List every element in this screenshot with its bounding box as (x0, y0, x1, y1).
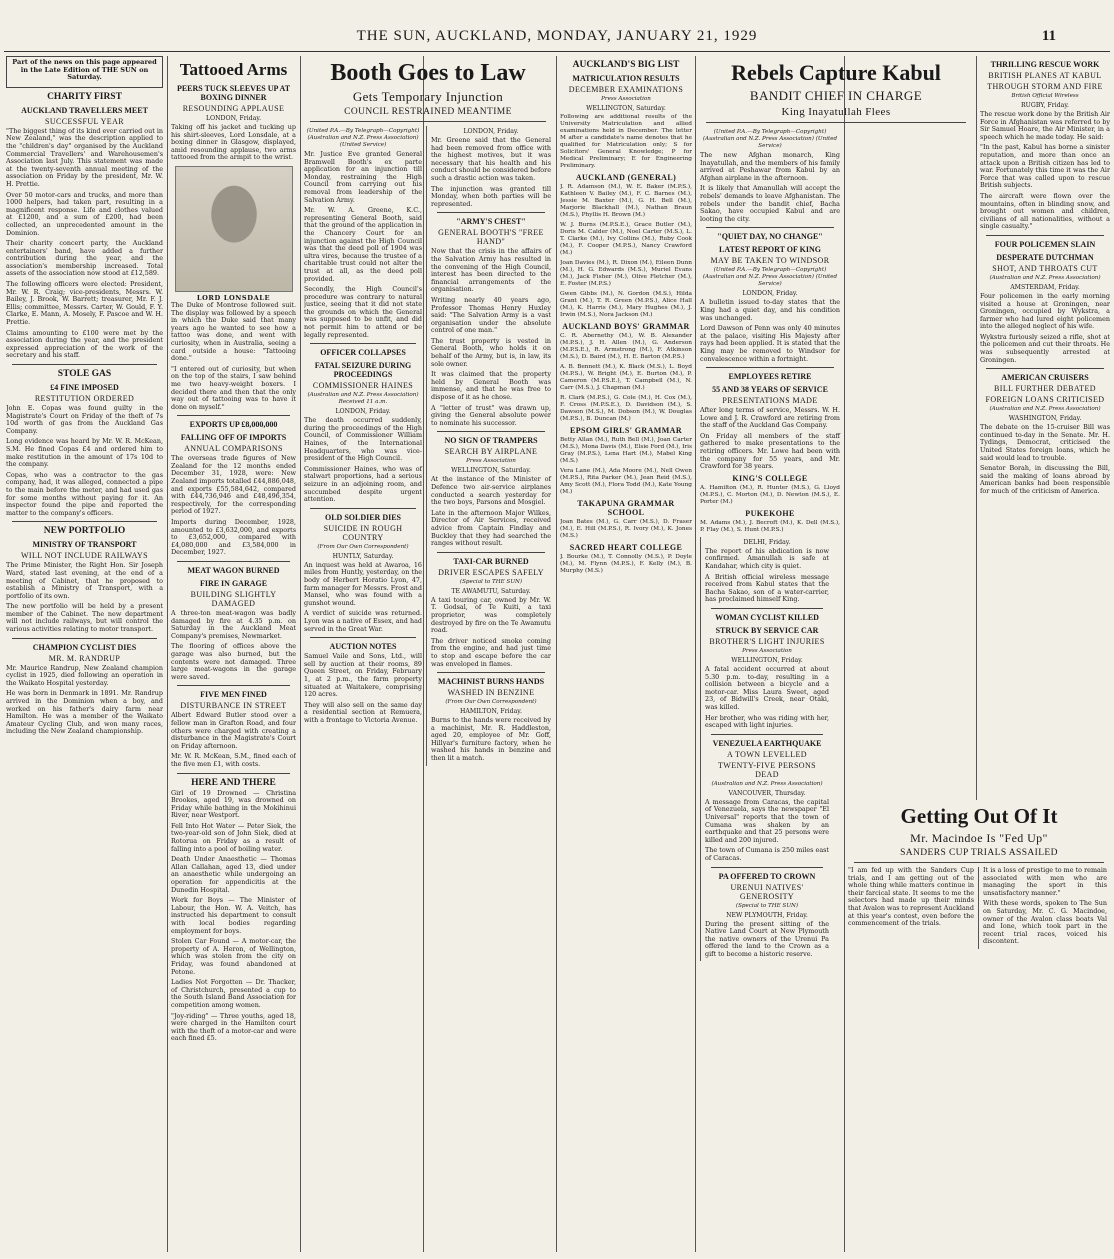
name-list: M. Adams (M.), J. Becroft (M.), K. Dell (M.S.), P. Flay (M.), S. Hunt (M.P.S.) (700, 519, 840, 533)
kabul-right-col (700, 537, 829, 962)
column-rule (167, 56, 168, 1252)
credit-line: (Australian and N.Z. Press Association) (711, 780, 823, 787)
article-paragraph: Over 50 motor-cars and trucks, and more than 1000 helpers, had taken part, resulting in a magnificent response. Life and clothes valued at £1200, and a sum of £200, had been collected, an unprecedented amount in the Dominion. (6, 190, 163, 237)
divider (310, 637, 416, 638)
divider (437, 212, 545, 213)
dateline: NEW PLYMOUTH, Friday. (726, 911, 808, 919)
article-paragraph: Mr. W. R. McKean, S.M., fined each of the five men £1, with costs. (171, 752, 296, 768)
employees-subhead: 55 AND 38 YEARS OF SERVICE (712, 385, 828, 395)
notice-box (6, 56, 163, 88)
wagon-headline: MEAT WAGON BURNED (187, 566, 280, 575)
dateline: RUGBY, Friday. (1021, 102, 1069, 109)
divider (437, 672, 545, 673)
article-paragraph: Secondly, the High Council's procedure was contrary to natural justice, seeing that it did not state the grounds on which the General was supposed to be unfit, and did not permit him to attend or be legally represented. (304, 285, 422, 339)
name-list: J. Bourke (M.), T. Connolly (M.S.), P. Doyle (M.), M. Flynn (M.P.S.), F. Kelly (M.), B. Murphy (M.S.) (560, 554, 692, 574)
policemen-subhead: DESPERATE DUTCHMAN (996, 252, 1094, 262)
divider (706, 227, 834, 228)
article-paragraph: Four policemen in the early morning visited a house at Groningen, near Groningen, occupied by Wykstra, a farmer who had lured eight policemen into the alleged neglect of his wife. (980, 291, 1110, 331)
article-paragraph: Commissioner Haines, who was of stalwart proportions, had a serious seizure in an adjoining room, and succumbed despite urgent attention. (304, 464, 422, 504)
credit-line: Press Association (742, 648, 792, 654)
venezuela-kicker: VENEZUELA EARTHQUAKE (712, 738, 822, 748)
credit-line: British Official Wireless (1011, 93, 1079, 99)
kabul-subhead: King Inayatullah Flees (781, 106, 891, 118)
article-paragraph: A British official wireless message received from Kabul states that the Bacha Sakao, son of a water-carrier, has proclaimed himself King. (705, 572, 829, 604)
portfolio-subhead: MINISTRY OF TRANSPORT (32, 540, 137, 550)
cyclistkilled-subhead-2: BROTHER'S LIGHT INJURIES (709, 637, 825, 646)
article-paragraph: A fatal accident occurred at about 5.30 p.m. to-day, resulting in a collision between a bicycle and a motor-car. Miss Laura Sweet, aged 23, of Bidwill's Creek, near Otaki, was killed. (705, 665, 829, 711)
booth-left-col (304, 126, 426, 727)
article-paragraph: Their charity concert party, the Auckland entertainers' band, have added a further contribution during the year, and the association's membership increased. Total assets of the association now stood at £12,589. (6, 239, 163, 278)
article-paragraph: A three-ton meat-wagon was badly damaged by fire at 4.35 p.m. on Saturday in the Auckland Meat Company's premises, Newmarket. (171, 609, 296, 640)
column-1 (6, 56, 163, 1252)
column-8 (980, 56, 1110, 796)
tattooed-kicker: Tattooed Arms (179, 60, 288, 79)
article-paragraph: It was claimed that the property held by General Booth was immense, and that he was free to dispose of it as he chose. (431, 370, 551, 402)
divider (177, 685, 290, 686)
herethere-headline: HERE AND THERE (191, 777, 276, 788)
kabul-left-col (700, 127, 844, 537)
venezuela-headline: A TOWN LEVELLED (727, 749, 807, 759)
credit-line: (From Our Own Correspondent) (317, 543, 409, 550)
column-rule (695, 56, 696, 1252)
dateline: HAMILTON, Friday. (460, 708, 522, 716)
name-list: Betty Allan (M.), Ruth Bell (M.), Joan Carter (M.S.), Mona Davis (M.), Elsie Ford (M.), Iris Gray (M.P.S.), Lena Hart (M.), Mabel King (M.S.) (560, 437, 692, 464)
officer-subhead: FATAL SEIZURE DURING PROCEEDINGS (314, 361, 412, 380)
divider (711, 608, 823, 609)
name-list: W. J. Burns (M.P.S.E.), Grace Butler (M.), Doris M. Calder (M.), Noel Carter (M.S.), L. T. Clarke (M.), Ivy Collins (M.), Ruby Cook (M.), F. Cooper (M.P.S.), Nancy Crawford (M.) (560, 222, 692, 256)
list-section: TAKAPUNA GRAMMAR SCHOOL (577, 499, 675, 517)
officer-subhead-2: COMMISSIONER HAINES (312, 381, 414, 391)
auction-headline: AUCTION NOTES (329, 642, 397, 652)
trampers-subhead: SEARCH BY AIRPLANE (444, 447, 538, 457)
stolegas-subhead: RESTITUTION ORDERED (34, 394, 135, 403)
taxi-headline: TAXI-CAR BURNED (453, 556, 529, 566)
article-paragraph: The report of his abdication is now confirmed. Amanullah is safe at Kandahar, which city is quiet. (705, 546, 829, 571)
charity-kicker: CHARITY FIRST (47, 91, 122, 102)
employees-subhead-2: PRESENTATIONS MADE (722, 396, 818, 406)
cruisers-subhead: FOREIGN LOANS CRITICISED (985, 395, 1105, 405)
venezuela-subhead: TWENTY-FIVE PERSONS DEAD (717, 760, 817, 779)
officer-headline: OFFICER COLLAPSES (320, 348, 406, 358)
charity-subhead: SUCCESSFUL YEAR (45, 116, 124, 126)
article-paragraph: The driver noticed smoke coming from the engine, and had just time to stop and escape before the car was enveloped in flames. (431, 636, 551, 668)
article-paragraph: The Prime Minister, the Right Hon. Sir Joseph Ward, stated last evening, at the end of a meeting of Cabinet, that he proposed to establish a Ministry of Transport, with a portfolio of its own. (6, 561, 163, 600)
credit-line: (United P.A.—By Telegraph—Copyright) (Australian and N.Z. Press Association) (United Service) (702, 129, 838, 149)
list-section: AUCKLAND BOYS' GRAMMAR (562, 322, 690, 331)
armychest-headline: "ARMY'S CHEST" (456, 217, 526, 227)
policemen-headline: FOUR POLICEMEN SLAIN (994, 239, 1096, 249)
article-paragraph: The following officers were elected: President, Mr. W. R. Craig; vice-presidents, Messrs. W. Bailey, J. Brook, W. Barrett; treasurer, Mr. F. J. Ellis; committee, Messrs. Carter, W. Gould, F. Y. Clarke, E. Mann, A. Mosely, F. Pascoe and W. H. Prettie. (6, 280, 163, 327)
biglist-subhead: DECEMBER EXAMINATIONS (568, 85, 684, 94)
divider (986, 235, 1104, 236)
credit-line: (Special to THE SUN) (735, 902, 799, 909)
article-paragraph: The flooring of offices above the garage was also burned, but the contents were not damaged. Three large meat-wagons in the garage were saved. (171, 642, 296, 681)
gettingout-headline: Mr. Macindoe Is "Fed Up" (910, 831, 1048, 845)
column-rule (300, 56, 301, 1252)
article-paragraph: A verdict of suicide was returned. Lyon was a native of Essex, and had served in the Great War. (304, 609, 422, 633)
stolegas-kicker: STOLE GAS (57, 369, 112, 379)
article-paragraph: The overseas trade figures of New Zealand for the 12 months ended December 31, 1928, were: New Zealand imports totalled £44,886,048, and exports £55,584,642, compared with £44,736,946 and £48,496,354, respectively, for the corresponding period of 1927. (171, 454, 296, 516)
article-paragraph: Senator Borah, in discussing the Bill, said the making of loans abroad by American banks had been responsible for much of the criticism of America. (980, 464, 1110, 495)
cyclist-headline: CHAMPION CYCLIST DIES (32, 642, 137, 652)
credit-line: (United P.A.—By Telegraph—Copyright) (Australian and N.Z. Press Association) (United Service) (306, 128, 420, 148)
dateline: LONDON, Friday. (463, 128, 519, 135)
name-list: A. Hamilton (M.), R. Hunter (M.S.), G. Lloyd (M.P.S.), C. Morton (M.), D. Newton (M.S.), E. Porter (M.) (700, 484, 840, 505)
credit-line: (From Our Own Correspondent) (445, 699, 537, 706)
article-paragraph: A bulletin issued to-day states that the King had a quiet day, and his condition was unchanged. (700, 298, 840, 322)
exports-headline: EXPORTS UP £8,000,000 (189, 420, 278, 430)
list-section: EPSOM GIRLS' GRAMMAR (570, 426, 682, 435)
article-paragraph: A message from Caracas, the capital of Venezuela, says the newspaper "El Universal" reports that the town of Cumana was shaken by an earthquake and that 25 persons were killed and 200 injured. (705, 797, 829, 844)
rescue-kicker: THRILLING RESCUE WORK (990, 60, 1100, 69)
article-paragraph: Her brother, who was riding with her, escaped with light injuries. (705, 713, 829, 730)
name-list: Joan Bates (M.), G. Carr (M.S.), D. Fraser (M.), E. Hill (M.P.S.), R. Ivory (M.), K. Jones (M.S.) (560, 519, 692, 539)
divider (437, 431, 545, 432)
exports-subhead-2: ANNUAL COMPARISONS (184, 444, 283, 454)
exports-subhead: FALLING OFF OF IMPORTS (180, 433, 287, 443)
cruisers-kicker: AMERICAN CRUISERS (1001, 373, 1089, 383)
article-paragraph: John E. Copas was found guilty in the Magistrate's Court on Friday of the theft of 7s 10d worth of gas from the Auckland Gas Company. (6, 404, 163, 435)
tattooed-subhead: RESOUNDING APPLAUSE (182, 104, 285, 113)
column-2 (171, 56, 296, 1252)
name-list: Vera Lane (M.), Ada Moore (M.), Nell Owen (M.P.S.), Rita Parker (M.), Jean Reid (M.S.), Amy Scott (M.), Flora Todd (M.), Kate Young (M.) (560, 468, 692, 495)
dateline: WELLINGTON, Saturday. (586, 105, 666, 112)
trampers-headline: NO SIGN OF TRAMPERS (444, 436, 538, 446)
quietday-subhead: MAY BE TAKEN TO WINDSOR (710, 256, 830, 266)
dateline: HUNTLY, Saturday. (332, 552, 394, 560)
armychest-subhead: GENERAL BOOTH'S "FREE HAND" (438, 228, 544, 247)
dateline: TE AWAMUTU, Saturday. (451, 587, 531, 595)
credit-line: (Special to THE SUN) (459, 578, 523, 585)
divider (711, 734, 823, 735)
soldier-headline: OLD SOLDIER DIES (324, 512, 402, 522)
biglist-kicker: AUCKLAND'S BIG LIST (572, 60, 680, 70)
article-paragraph: Mr. Greene said that the General had been removed from office with the highest motives, but it was necessary that his health and his conduct should be considered before such a drastic action was taken. (431, 136, 551, 182)
paper-title: THE SUN, AUCKLAND, MONDAY, JANUARY 21, 1929 (356, 28, 758, 44)
lord-lonsdale-photo (175, 166, 293, 292)
article-paragraph: Claims amounting to £100 were met by the association during the year, and the president expressed appreciation of the work of the secretary and his staff. (6, 328, 163, 360)
dateline: LONDON, Friday. (335, 408, 391, 416)
article-paragraph: The death occurred suddenly, during the proceedings of the High Council, of Commissioner William Haines, of the International Headquarters, who was vice-president of the High Council. (304, 416, 422, 463)
article-paragraph: The rescue work done by the British Air Force in Afghanistan was referred to by Sir Samuel Hoare, the Air Minister, in a speech which he made today. He said: (980, 110, 1110, 141)
booth-headline: Gets Temporary Injunction (352, 89, 504, 104)
machinist-subhead: WASHED IN BENZINE (447, 688, 535, 698)
article-paragraph: A taxi touring car, owned by Mr. W. T. Godsal, of Te Kuiti, a taxi proprietor, was completely destroyed by fire on the Te Awamutu road. (431, 595, 551, 635)
news-item: Death Under Anaesthetic — Thomas Allan Callahan, aged 13, died under an anaesthetic while undergoing an operation for appendicitis at the Dunedin Hospital. (171, 855, 296, 894)
divider (706, 367, 834, 368)
charity-headline: AUCKLAND TRAVELLERS MEET (21, 105, 148, 115)
crown-headline: PA OFFERED TO CROWN (718, 871, 816, 881)
name-list: C. R. Abernethy (M.), W. B. Alexander (M.P.S.), J. H. Allen (M.), G. Anderson (M.P.S.E.), R. Armstrong (M.), F. Atkinson (M.S.), D. Baird (M.), H. E. Barton (M.P.S.) (560, 333, 692, 360)
divider (310, 121, 546, 122)
booth-subhead: COUNCIL RESTRAINED MEANTIME (344, 107, 512, 117)
article-paragraph: "I am fed up with the Sanders Cup trials, and I am getting out of the whole thing while matters continue in their farcical state. It seems to me the selectors had made up their minds that Avalon was to represent Auckland at this year's contest, even before the commencement of the trials. (848, 866, 974, 928)
crown-subhead: URENUI NATIVES' GENEROSITY (730, 882, 804, 901)
article-paragraph: Copas, who was a contractor to the gas company, had, it was alleged, connected a pipe to the main before the meter, and had used gas for some months without paying for it. An inspector found the pipe and reported the matter to the company's officers. (6, 470, 163, 517)
article-paragraph: It is a loss of prestige to me to remain associated with men who are managing the sport in this unsatisfactory manner." (983, 866, 1107, 897)
column-3 (304, 56, 552, 1252)
name-list: R. Clark (M.P.S.), G. Cole (M.), H. Cox (M.), F. Cross (M.P.S.E.), D. Davidson (M.), S. Dawson (M.S.), M. Dobson (M.), W. Douglas (M.P.S.), B. Duncan (M.) (560, 395, 692, 422)
cyclistkilled-headline: WOMAN CYCLIST KILLED (715, 613, 819, 622)
article-paragraph: Wykstra furiously seized a rifle, shot at the policemen and cut their throats. He was subsequently arrested at Groningen. (980, 332, 1110, 364)
gettingout-kicker: Getting Out Of It (900, 804, 1058, 828)
cyclistkilled-subhead: STRUCK BY SERVICE CAR (715, 626, 819, 635)
dateline: VANCOUVER, Thursday. (728, 789, 806, 797)
article-paragraph: Mr. Justice Eve granted General Bramwell Booth's ex parte application for an injunction till Monday, restraining the High Council from carrying out his removal from leadership of the Salvation Army. (304, 150, 422, 204)
article-paragraph: Mr. W. A. Greene, K.C., representing General Booth, said that the ground of the application in the Chancery Court for an injunction against the High Council was that the deed poll of 1904 was ultra vires, because the trustee of a charitable trust could not alter the trust at all, as the deed poll provided. (304, 206, 422, 283)
booth-right-col (426, 126, 551, 766)
name-list: A. B. Bennett (M.), K. Black (M.S.), L. Boyd (M.P.S.), W. Bright (M.), E. Burton (M.), P. Cameron (M.P.S.E.), T. Campbell (M.), N. Carr (M.S.), J. Chapman (M.) (560, 364, 692, 391)
article-paragraph: The new portfolio will be held by a present member of the Cabinet. The new department will not include railways, but will control the various activities relating to motor transport. (6, 602, 163, 634)
fivemen-headline: FIVE MEN FINED (200, 690, 267, 700)
news-item: "Joy-riding" — Three youths, aged 18, were charged in the Hamilton court with the theft of a motor-car and were each fined £5. (171, 1011, 296, 1043)
article-paragraph: The town of Cumana is 250 miles east of Caracas. (705, 846, 829, 862)
divider (706, 122, 966, 123)
booth-kicker: Booth Goes to Law (330, 60, 526, 86)
column-rule (556, 56, 557, 1252)
article-paragraph: At the instance of the Minister of Defence two air-service airplanes conducted a search yesterday for the two boys, Parsons and Mosgiel. (431, 475, 551, 507)
page-number: 11 (1041, 28, 1056, 44)
article-paragraph: On Friday all members of the staff gathered to make presentations to the retiring officers. Mr. Lowe had been with the company for 55 years, and Mr. Crawford for 38 years. (700, 431, 840, 471)
column-4 (560, 56, 692, 1252)
article-paragraph: The injunction was granted till Monday, when both parties will be represented. (431, 184, 551, 208)
divider (854, 862, 1104, 863)
divider (12, 638, 157, 639)
divider (12, 364, 157, 365)
credit-line: (Australian and N.Z. Press Association) (989, 406, 1101, 413)
article-paragraph: An inquest was held at Awaroa, 16 miles from Huntly, yesterday, on the body of Herbert Horatio Lyon, 47, farm manager for Messrs. Frost and Mansel, who was found with a gunshot wound. (304, 560, 422, 607)
machinist-headline: MACHINIST BURNS HANDS (437, 677, 545, 687)
dateline: WASHINGTON, Friday. (1008, 415, 1082, 423)
notice-text: Part of the news on this page appeared in the Late Edition of THE SUN on Saturday. (12, 58, 157, 82)
wagon-subhead: FIRE IN GARAGE (199, 579, 268, 588)
article-paragraph: Taking off his jacket and tucking up his shirt-sleeves, Lord Lonsdale, at a boxing dinner in Glasgow, displayed, amid resounding applause, two arms tattooed from the armpit to the wrist. (171, 123, 296, 162)
article-paragraph: Mr. Maurice Randrup, New Zealand champion cyclist in 1925, died following an operation in the Waikato Hospital yesterday. (6, 663, 163, 687)
article-paragraph: After long terms of service, Messrs. W. H. Lowe and J. R. Crawford are retiring from the staff of the Auckland Gas Company. (700, 406, 840, 430)
article-paragraph: The debate on the 15-cruiser Bill was continued to-day in the Senate. Mr. H. Tydings, Democrat, criticised the United States foreign loans, which he said would lead to trouble. (980, 423, 1110, 462)
credit-line: (Australian and N.Z. Press Association) (989, 274, 1101, 281)
news-item: Girl of 19 Drowned — Christina Brookes, aged 19, was drowned on Friday while bathing in the Mokihinui River, near Westport. (171, 788, 296, 820)
article-paragraph: Lord Dawson of Penn was only 40 minutes at the palace, visiting His Majesty after rays had been applied. It is stated that the King may be removed to Windsor for convalescence within a fortnight. (700, 324, 840, 363)
rescue-headline: BRITISH PLANES AT KABUL (988, 71, 1102, 80)
dateline: AMSTERDAM, Friday. (1010, 283, 1080, 291)
gettingout-subhead: SANDERS CUP TRIALS ASSAILED (900, 848, 1058, 858)
article-paragraph: The Duke of Montrose followed suit. The display was followed by a speech in which the Duke said that many years ago he wanted to see how a tattoo was done, and went with curiosity, when in Australia, seeing a card outside a house: "Tattooing done." (171, 300, 296, 363)
taxi-subhead: DRIVER ESCAPES SAFELY (438, 567, 544, 577)
article-paragraph: Writing nearly 40 years ago, Professor Thomas Henry Huxley said: "The Salvation Army is a vast organisation under the absolute control of one man." (431, 295, 551, 335)
article-paragraph: A "letter of trust" was drawn up, giving the General absolute power to nominate his successor. (431, 403, 551, 427)
policemen-subhead-2: SHOT, AND THROATS CUT (992, 263, 1098, 273)
divider (177, 773, 290, 774)
portfolio-headline: NEW PORTFOLIO (43, 526, 126, 537)
divider (437, 552, 545, 553)
article-paragraph: "In the past, Kabul has borne a sinister reputation, and more than once an attack upon a British citizen has led to war. Fortunately this time it was the Air Force that was called upon to rescue British subjects. (980, 143, 1110, 190)
credit-line: Press Association (601, 96, 651, 102)
employees-headline: EMPLOYEES RETIRE (728, 372, 812, 382)
quietday-kicker: "QUIET DAY, NO CHANGE" (717, 232, 823, 242)
portfolio-subhead-2: WILL NOT INCLUDE RAILWAYS (20, 551, 149, 561)
news-item: Ladies Not Forgotten — Dr. Thacker, of Christchurch, presented a cup to the South Island Band Association for competition among women. (171, 978, 296, 1009)
dateline: WELLINGTON, Friday. (731, 657, 803, 664)
divider (310, 508, 416, 509)
cruisers-headline: BILL FURTHER DEBATED (994, 384, 1096, 394)
article-paragraph: "The biggest thing of its kind ever carried out in New Zealand," was the description applied to the "children's day" organised by the Auckland Commercial Travellers' and Warehousemen's Association last July. This statement was made at the twenty-seventh annual meeting of the association on Friday by the president, Mr. W. H. Prettie. (6, 126, 163, 188)
credit-line: Press Association (466, 458, 516, 465)
fivemen-subhead: DISTURBANCE IN STREET (180, 701, 287, 711)
stolegas-headline: £4 FINE IMPOSED (50, 383, 119, 392)
credit-line: (United P.A.—By Telegraph—Copyright) (Australian and N.Z. Press Association) (United Service) (702, 267, 838, 288)
name-list: Gwen Gibbs (M.), N. Gordon (M.S.), Hilda Grant (M.), T. R. Green (M.P.S.), Alice Hall (M.), K. Harris (M.), Mary Hughes (M.), J. Irwin (M.S.), Nora Jackson (M.) (560, 291, 692, 318)
dateline: WELLINGTON, Saturday. (451, 467, 531, 475)
list-section: KING'S COLLEGE (732, 473, 808, 483)
article-paragraph: Albert Edward Butler stood over a fellow man in Grafton Road, and four others were charged with creating a disturbance in the Magistrate's Court on Friday afternoon. (171, 711, 296, 750)
article-paragraph: Following are additional results of the University Matriculation and allied examinations held in December. The letter M after a candidate's name denotes that he qualified for Matriculation only; S for Solicitors' General Knowledge; P for Medical Preliminary; E for Engineering Preliminary. (560, 114, 692, 169)
article-paragraph: The new Afghan monarch, King Inayatullah, and the members of his family arrived at Peshawar from Kabul by an Afghan airplane in the afternoon. (700, 151, 840, 182)
cyclist-subhead: MR. M. RANDRUP (48, 653, 121, 663)
kabul-kicker: Rebels Capture Kabul (731, 60, 941, 85)
article-paragraph: It is likely that Amanullah will accept the rebels' demands to leave Afghanistan. The rebels under the bandit chief, Bacha Sakao, have occupied Kabul and are looting the city. (700, 184, 840, 223)
article-paragraph: Now that the crisis in the affairs of the Salvation Army has resulted in the convening of the High Council, interest has been directed to the financial arrangements of the organisation. (431, 247, 551, 294)
article-paragraph: Samuel Vaile and Sons, Ltd., will sell by auction at their rooms, 89 Queen Street, on Friday, February 1, at 2 p.m., the farm property situated at Waitakere, comprising 120 acres. (304, 652, 422, 699)
tattooed-headline: PEERS TUCK SLEEVES UP AT BOXING DINNER (176, 84, 291, 102)
divider (711, 867, 823, 868)
quietday-headline: LATEST REPORT OF KING (719, 245, 821, 255)
photo-caption: LORD LONSDALE (196, 293, 271, 302)
name-list: Joan Davies (M.), R. Dixon (M.), Eileen Dunn (M.), H. G. Edwards (M.S.), Muriel Evans (M.), Jack Fisher (M.), Olive Fletcher (M.), E. Foster (M.P.S.) (560, 260, 692, 287)
article-paragraph: They will also sell on the same day a residential section at Remuera, with a frontage to Victoria Avenue. (304, 700, 422, 724)
masthead (0, 0, 1114, 48)
divider (986, 368, 1104, 369)
dateline: LONDON, Friday. (742, 290, 798, 298)
wagon-subhead-2: BUILDING SLIGHTLY DAMAGED (190, 590, 277, 608)
rescue-subhead: THROUGH STORM AND FIRE (987, 82, 1103, 91)
news-item: Stolen Car Found — A motor-car, the property of A. Heron, of Wellington, which was stolen from the city on Friday, was found abandoned at Petone. (171, 937, 296, 976)
article-paragraph: The aircraft were flown over the mountains, often in blinding snow, and brought out women and children, civilians of all nationalities, without a single casualty." (980, 191, 1110, 231)
getting-out-block (848, 800, 1110, 1252)
news-item: Fell Into Hot Water — Peter Siek, the two-year-old son of John Siek, died at Rotorua on Friday as a result of falling into a pool of boiling water. (171, 821, 296, 853)
name-list: J. R. Adamson (M.), W. E. Baker (M.P.S.), Kathleen V. Bailey (M.), F. C. Barnes (M.), Jessie M. Baxter (M.), G. H. Bell (M.), Marjorie Blackhall (M.), Nathan Braun (M.S.), Phyllis H. Brown (M.) (560, 184, 692, 218)
divider (310, 343, 416, 344)
credit-line: (Australian and N.Z. Press Association) Received 11 a.m. (307, 392, 419, 406)
article-paragraph: Burns to the hands were received by a machinist, Mr. R. Haddleston, aged 20, employee of Mr. Goff, Hillyar's furniture factory, when he washed his hands in benzine and then lit a match. (431, 716, 551, 763)
soldier-subhead: SUICIDE IN ROUGH COUNTRY (323, 523, 403, 542)
article-paragraph: "I entered out of curiosity, but when on the top of the stairs, I saw behind me two heavy-weight boxers. I decided there and then that the only way out of tattooing was to have it done on myself." (171, 364, 296, 411)
article-paragraph: Late in the afternoon Major Wilkes, Director of Air Services, received advice from Captain Findlay and Buckley that they had searched the ranges without result. (431, 508, 551, 548)
divider (177, 415, 290, 416)
article-paragraph: The trust property is vested in General Booth, who holds it on behalf of the Army, but is, in law, its sole owner. (431, 336, 551, 368)
dateline: DELHI, Friday. (743, 538, 791, 546)
divider (177, 561, 290, 562)
dateline: LONDON, Friday. (205, 115, 262, 122)
biglist-headline: MATRICULATION RESULTS (572, 74, 680, 83)
article-paragraph: During the present sitting of the Native Land Court at New Plymouth the native owners of the Urenui Pa offered the land to the Crown as a gift to become a historic reserve. (705, 919, 829, 958)
article-paragraph: With these words, spoken to The Sun on Saturday, Mr. C. G. Macindoe, owner of the Avalon class boats Val and Ione, which took part in the recent trial races, voiced his discontent. (983, 899, 1107, 946)
news-item: Work for Boys — The Minister of Labour, the Hon. W. A. Veitch, has instructed his department to consult with local bodies regarding employment for boys. (171, 896, 296, 935)
list-section: SACRED HEART COLLEGE (569, 543, 683, 552)
divider (12, 521, 157, 522)
kabul-headline: BANDIT CHIEF IN CHARGE (749, 88, 923, 103)
masthead-rule (4, 51, 1110, 52)
article-paragraph: Long evidence was heard by Mr. W. R. McKean, S.M. He fined Copas £4 and ordered him to make restitution in the amount of 17s 10d to the company. (6, 437, 163, 469)
list-section: PUKEKOHE (745, 508, 795, 518)
article-paragraph: He was born in Denmark in 1891. Mr. Randrup arrived in the Dominion when a boy, and worked on his father's dairy farm near Hamilton. He was a member of the Waikato Amateur Cycling Club, and won many races, including the New Zealand championship. (6, 689, 163, 736)
article-paragraph: Imports during December, 1928, amounted to £3,632,000, and exports to £3,652,000, compared with £4,080,000 and £3,584,000 in December, 1927. (171, 518, 296, 557)
list-section: AUCKLAND (GENERAL) (575, 173, 677, 182)
